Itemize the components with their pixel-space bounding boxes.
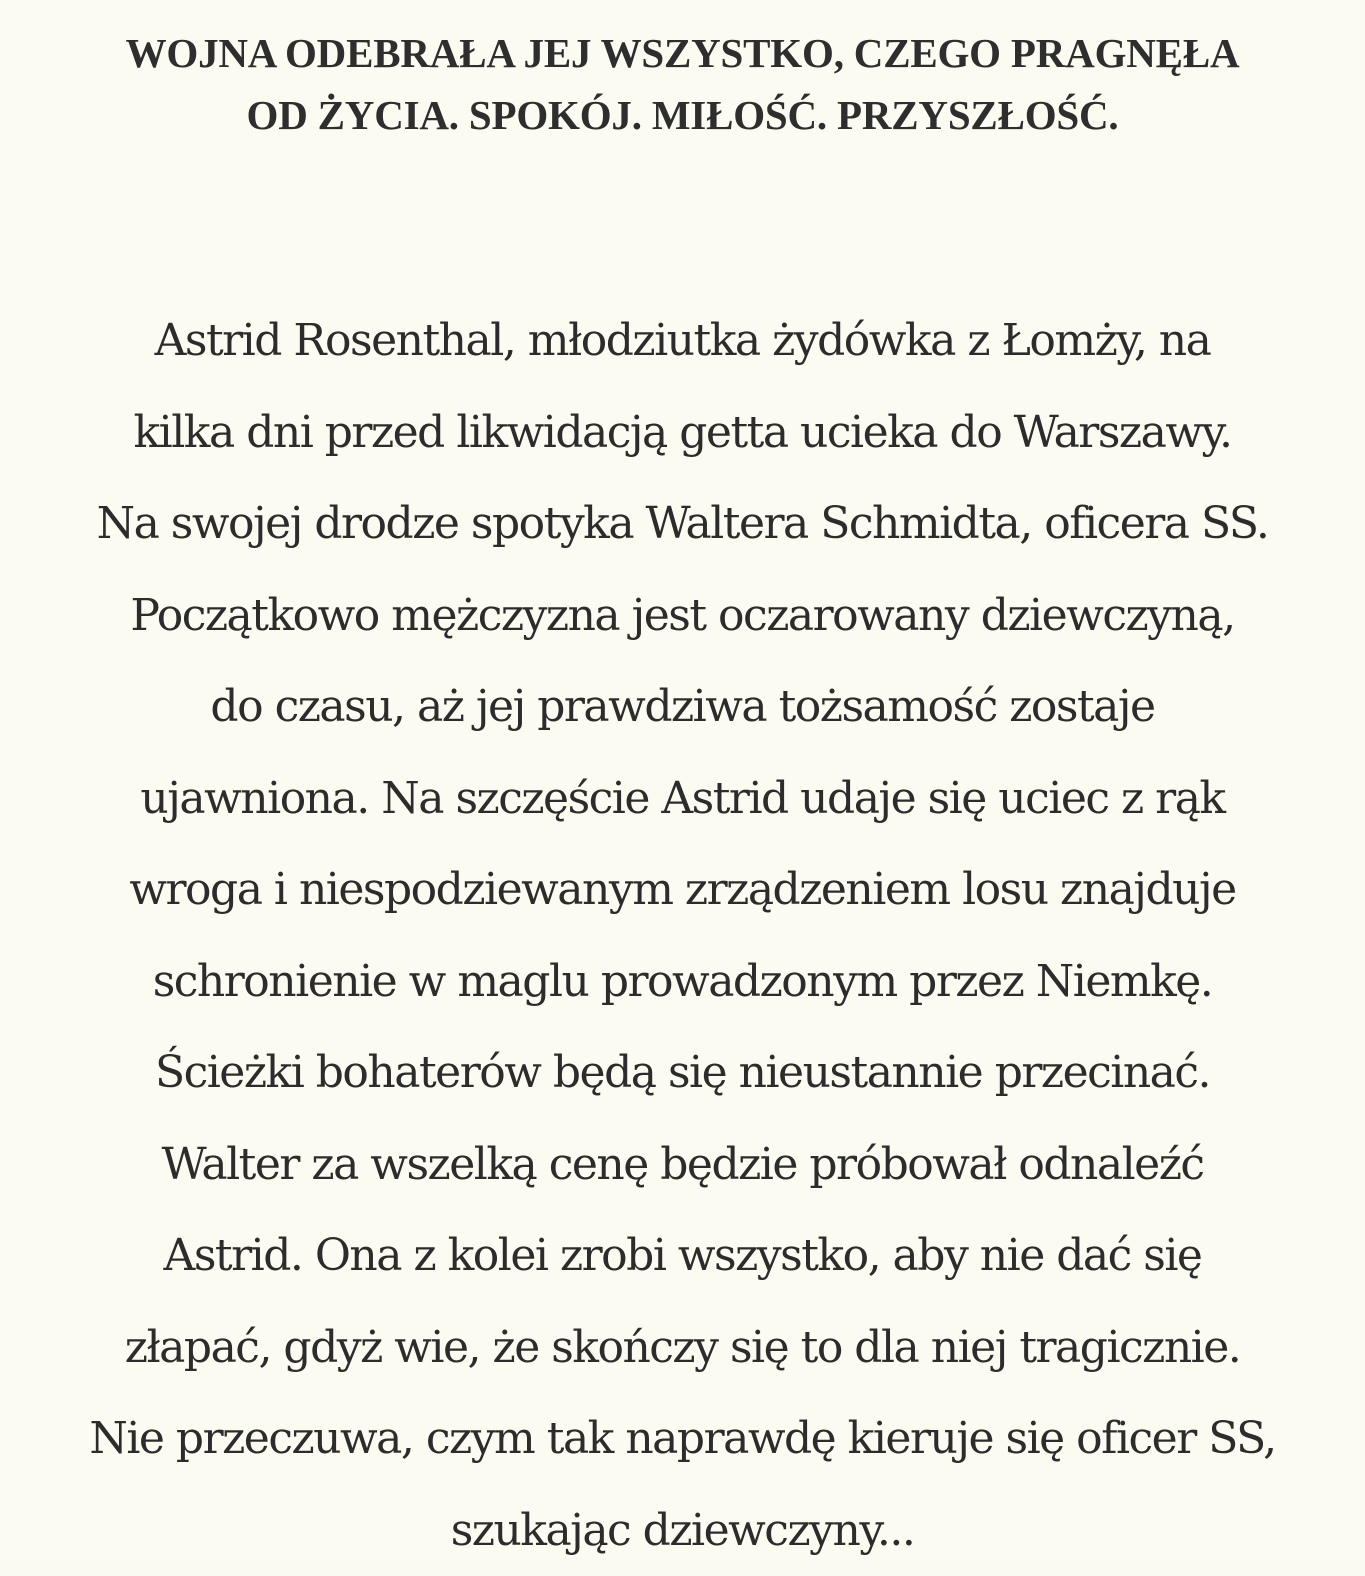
blurb-line: Na swojej drodze spotyka Waltera Schmidta, oficera SS.	[0, 478, 1365, 570]
blurb-paragraph	[0, 295, 1365, 1576]
blurb-line: Nie przeczuwa, czym tak naprawdę kieruje się oficer SS,	[0, 1393, 1365, 1485]
blurb-line: złapać, gdyż wie, że skończy się to dla niej tragicznie.	[0, 1302, 1365, 1394]
blurb-line: Walter za wszelką cenę będzie próbował odnaleźć	[0, 1119, 1365, 1211]
blurb-line: szukając dziewczyny...	[0, 1485, 1365, 1576]
blurb-line: kilka dni przed likwidacją getta ucieka do Warszawy.	[0, 387, 1365, 479]
blurb-line: schronienie w maglu prowadzonym przez Niemkę.	[0, 936, 1365, 1028]
blurb-line: wroga i niespodziewanym zrządzeniem losu znajduje	[0, 844, 1365, 936]
headline	[0, 22, 1365, 146]
blurb-line: Astrid. Ona z kolei zrobi wszystko, aby nie dać się	[0, 1210, 1365, 1302]
headline-line: OD ŻYCIA. SPOKÓJ. MIŁOŚĆ. PRZYSZŁOŚĆ.	[0, 84, 1365, 146]
blurb-line: do czasu, aż jej prawdziwa tożsamość zostaje	[0, 661, 1365, 753]
headline-line: WOJNA ODEBRAŁA JEJ WSZYSTKO, CZEGO PRAGNĘŁA	[0, 22, 1365, 84]
blurb-line: ujawniona. Na szczęście Astrid udaje się uciec z rąk	[0, 753, 1365, 845]
blurb-line: Początkowo mężczyzna jest oczarowany dziewczyną,	[0, 570, 1365, 662]
blurb-line: Astrid Rosenthal, młodziutka żydówka z Łomży, na	[0, 295, 1365, 387]
blurb-line: Ścieżki bohaterów będą się nieustannie przecinać.	[0, 1027, 1365, 1119]
